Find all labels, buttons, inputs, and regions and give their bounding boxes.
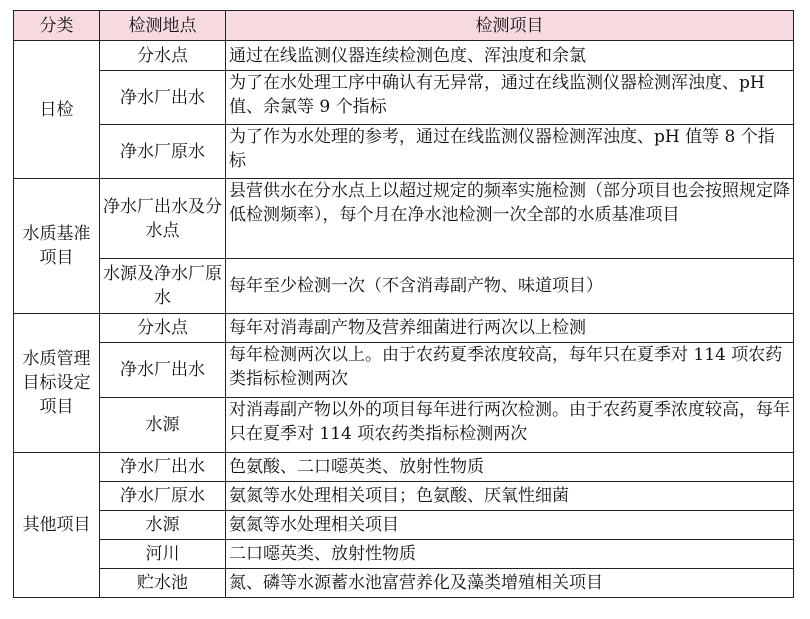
table-row: [14, 453, 794, 482]
category-cell: 其他项目: [14, 453, 100, 598]
location-cell: 贮水池: [100, 569, 226, 598]
location-cell: 分水点: [100, 41, 226, 71]
item-cell: 县营供水在分水点上以超过规定的频率实施检测（部分项目也会按照规定降低检测频率），每个月在净水池检测一次全部的水质基准项目: [226, 179, 794, 259]
item-cell: 每年对消毒副产物及营养细菌进行两次以上检测: [226, 314, 794, 343]
table-row: [14, 125, 794, 179]
table-row: [14, 71, 794, 125]
table-row: [14, 511, 794, 540]
category-cell: 日检: [14, 41, 100, 179]
item-cell: 对消毒副产物以外的项目每年进行两次检测。由于农药夏季浓度较高，每年只在夏季对 114 项农药类指标检测两次: [226, 398, 794, 453]
location-cell: 水源: [100, 398, 226, 453]
table-row: [14, 343, 794, 398]
table-row: [14, 398, 794, 453]
item-cell: 为了在水处理工序中确认有无异常，通过在线监测仪器检测浑浊度、pH 值、余氯等 9 个指标: [226, 71, 794, 125]
table-row: [14, 569, 794, 598]
item-cell: 每年检测两次以上。由于农药夏季浓度较高，每年只在夏季对 114 项农药类指标检测两次: [226, 343, 794, 398]
location-cell: 水源及净水厂原水: [100, 259, 226, 314]
location-cell: 河川: [100, 540, 226, 569]
item-cell: 色氨酸、二口噁英类、放射性物质: [226, 453, 794, 482]
location-cell: 净水厂出水及分水点: [100, 179, 226, 259]
table-row: [14, 259, 794, 314]
category-cell: 水质管理目标设定项目: [14, 314, 100, 453]
item-cell: 每年至少检测一次（不含消毒副产物、味道项目）: [226, 259, 794, 314]
table-row: [14, 314, 794, 343]
location-cell: 净水厂原水: [100, 482, 226, 511]
table-row: [14, 540, 794, 569]
item-cell: 氨氮等水处理相关项目: [226, 511, 794, 540]
water-quality-table: [13, 10, 794, 598]
header-category: 分类: [14, 11, 100, 41]
item-cell: 通过在线监测仪器连续检测色度、浑浊度和余氯: [226, 41, 794, 71]
item-cell: 二口噁英类、放射性物质: [226, 540, 794, 569]
location-cell: 净水厂出水: [100, 71, 226, 125]
item-cell: 氨氮等水处理相关项目；色氨酸、厌氧性细菌: [226, 482, 794, 511]
location-cell: 水源: [100, 511, 226, 540]
table-row: [14, 482, 794, 511]
header-items: 检测项目: [226, 11, 794, 41]
location-cell: 净水厂原水: [100, 125, 226, 179]
table-row: [14, 41, 794, 71]
table-row: [14, 179, 794, 259]
item-cell: 为了作为水处理的参考，通过在线监测仪器检测浑浊度、pH 值等 8 个指标: [226, 125, 794, 179]
item-cell: 氮、磷等水源蓄水池富营养化及藻类增殖相关项目: [226, 569, 794, 598]
header-row: [14, 11, 794, 41]
location-cell: 分水点: [100, 314, 226, 343]
location-cell: 净水厂出水: [100, 343, 226, 398]
category-cell: 水质基准项目: [14, 179, 100, 314]
header-location: 检测地点: [100, 11, 226, 41]
location-cell: 净水厂出水: [100, 453, 226, 482]
